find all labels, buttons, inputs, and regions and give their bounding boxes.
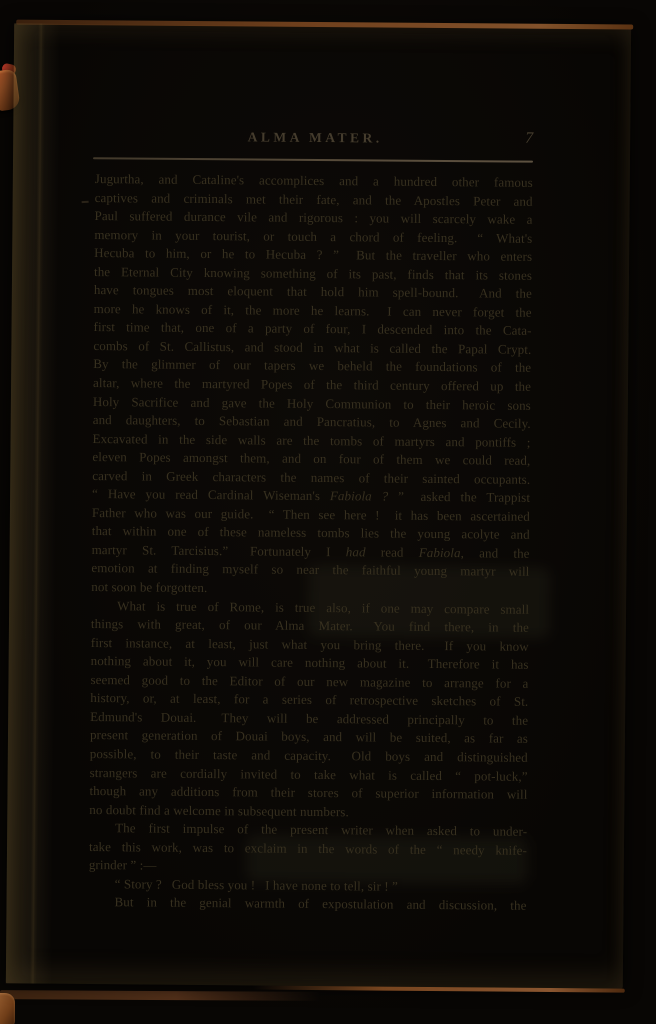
text-line: present generation of Douai boys, and will be suited, as far as — [89, 727, 529, 747]
text-line: and daughters, to Sebastian and Pancratius, to Agnes and Cecily. — [92, 412, 531, 431]
running-head-title: ALMA MATER. — [247, 129, 383, 146]
text-line: memory in your tourist, or touch a chord of feeling. “ What's — [94, 226, 533, 246]
bottom-leather-fragment — [0, 993, 15, 1024]
page-number: 7 — [525, 129, 534, 147]
text-line: captives and criminals met their fate, and the Apostles Peter and — [94, 189, 533, 209]
text-line: seemed good to the Editor of our new magazine to arrange for a — [90, 671, 529, 691]
text-line: combs of St. Callistus, and stood in what is called the Papal Crypt. — [93, 337, 532, 357]
text-line: no doubt find a welcome in subsequent numbers. — [89, 801, 349, 819]
text-line: though any additions from their stores of superior information will — [89, 783, 528, 802]
text-line: But in the genial warmth of expostulation and discussion, the — [114, 894, 527, 914]
book-page — [6, 23, 631, 988]
text-line: Father who was our guide. “ Then see here ! it has been ascertained — [91, 504, 530, 524]
text-line: Excavated in the side walls are the tombs of martyrs and pontiffs ; — [92, 430, 531, 450]
text-line: have tongues most eloquent that hold him spell-bound. And the — [93, 282, 532, 302]
text-line: first time that, one of a party of four, I descended into the Cata- — [93, 319, 532, 339]
text-line: By the glimmer of our tapers we beheld the foundations of the — [93, 356, 532, 376]
text-line: grinder ” :— — [88, 857, 157, 873]
page-edges-strip — [0, 990, 320, 1001]
running-head — [95, 128, 535, 152]
text-line: not soon be forgotten. — [91, 579, 208, 596]
text-line: Paul suffered durance vile and rigorous : you will scarcely wake a — [94, 208, 533, 227]
text-line: Holy Sacrifice and gave the Holy Communion to their heroic sons — [92, 393, 531, 413]
text-line: first instance, at least, just what you bring there. If you know — [90, 634, 529, 654]
text-line: Hecuba to him, or he to Hecuba ? ” But the traveller who enters — [94, 245, 533, 265]
text-line: eleven Popes amongst them, and on four of them we could read, — [92, 449, 531, 469]
text-line: martyr St. Tarcisius.” Fortunately I had read Fabiola, and the — [91, 541, 530, 561]
margin-ink-mark — [82, 201, 89, 203]
text-line: The first impulse of the present writer when asked to under- — [115, 820, 528, 839]
header-rule — [93, 157, 533, 162]
text-line: What is true of Rome, is true also, if one may compare small — [117, 597, 530, 617]
text-line: Edmund's Douai. They will be addressed principally to the — [90, 708, 529, 728]
text-block — [88, 171, 532, 917]
text-line: carved in Greek characters the names of their sainted occupants. — [92, 467, 531, 487]
text-line: strangers are cordially invited to take what is called “ pot-luck,” — [89, 764, 528, 784]
text-line: more he knows of it, the more he learns. I can never forget the — [93, 300, 532, 320]
text-line: things with great, of our Alma Mater. You find there, in the — [90, 616, 530, 635]
text-line: take this work, was to exclaim in the words of the “ needy knife- — [88, 838, 528, 858]
text-line: the Eternal City knowing something of its past, finds that its stones — [93, 263, 533, 283]
text-line: history, or, at least, for a series of retrospective sketches of St. — [90, 690, 529, 710]
text-line: Jugurtha, and Cataline's accomplices and a hundred other famous — [94, 171, 533, 190]
text-line: altar, where the martyred Popes of the third century offered up the — [93, 375, 532, 394]
text-line: nothing about it, you will care nothing about it. Therefore it has — [90, 653, 529, 673]
text-line: that within one of these nameless tombs lies the young acolyte and — [91, 523, 530, 543]
text-line: possible, to their taste and capacity. Old boys and distinguished — [89, 745, 528, 765]
text-line: “ Story ? God bless you ! I have none to tell, sir ! ” — [114, 876, 398, 894]
text-line: “ Have you read Cardinal Wiseman's Fabiola ? ” asked the Trappist — [92, 486, 531, 506]
text-line: emotion at finding myself so near the faithful young martyr will — [91, 560, 530, 580]
